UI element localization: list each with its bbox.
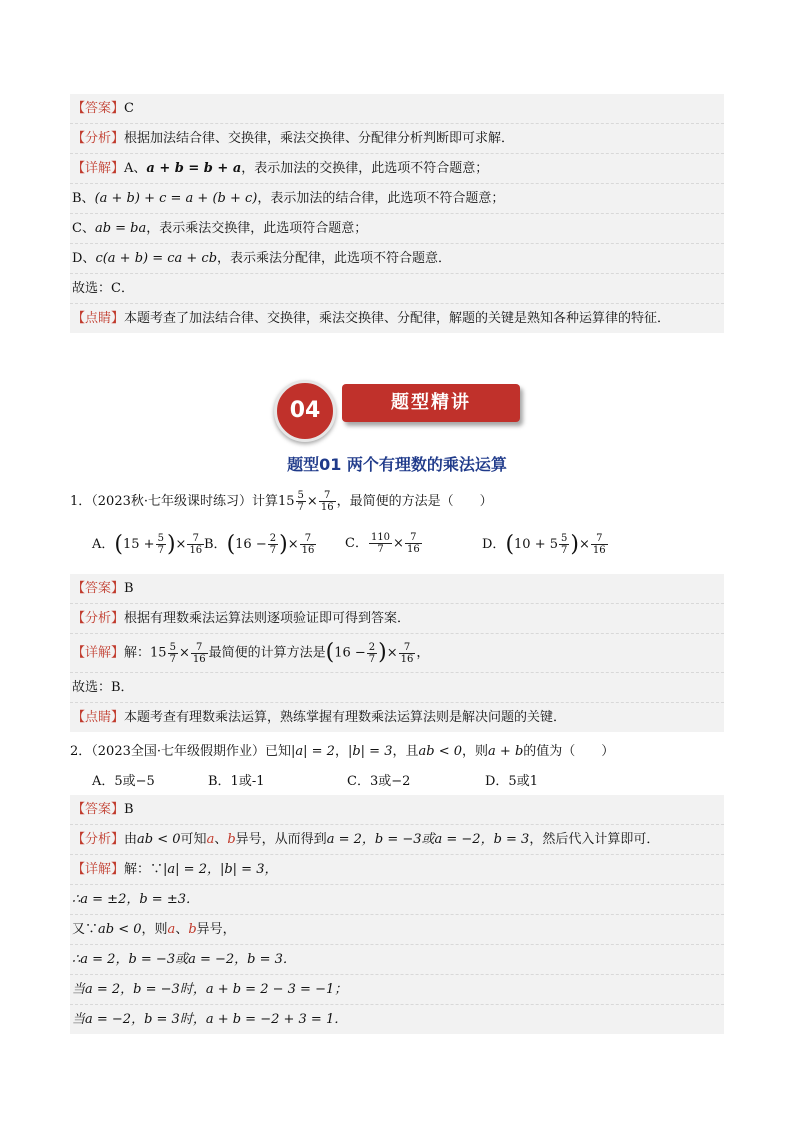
detail-line-5 [70,975,724,1005]
paren-close: ) [279,532,288,557]
option-b-expr: 16 − [235,537,267,552]
analysis-line [70,825,724,855]
detail-formula: |a| = 2，|b| = 3， [163,862,278,877]
detail-line-4 [70,945,724,975]
detail-text: 又∵ [72,922,99,937]
analysis-text: 由 [124,832,138,847]
analysis-text: 异号，从而得到 [235,832,327,847]
analysis-text: 根据有理数乘法运算法则逐项验证即可得到答案． [124,611,411,626]
option-d-fraction [559,533,569,556]
numerator: 7 [399,642,416,654]
detail-text: ，则 [141,922,168,937]
detail-c-text: ，表示乘法交换律，此选项符合题意； [146,221,368,236]
comment-line [70,304,724,333]
analysis-tag: 【分析】 [72,131,125,146]
detail-expr: 16 − [334,645,366,661]
numerator: 7 [191,642,208,654]
numerator: 2 [368,641,376,653]
detail-line-3 [70,915,724,945]
option-c-label: C、 [72,221,95,236]
answer-value: C [124,101,134,116]
detail-formula: ∴a = ±2，b = ±3． [72,892,199,907]
analysis-tag: 【分析】 [72,832,125,847]
numerator: 2 [269,533,277,544]
question-1-options [92,532,712,572]
answer-block-previous [70,94,724,333]
condition-a: |a| = 2 [291,744,335,759]
detail-text: 解：∵ [124,862,164,877]
detail-line: 【详解】解：15 $\frac{5}{7}$ × $\frac{7}{16}$ 最简便的计算方法是(16 − $\frac{2}{7}$ )× $\frac{7}{16}$ ， [70,634,724,673]
formula-b: (a + b) + c = a + (b + c) [94,191,258,206]
detail-formula: 当a = −2，b = 3时，a + b = −2 + 3 = 1． [72,1012,348,1027]
option-b-label: B． [204,537,227,552]
fraction-2-7 [367,642,377,665]
choice-line [70,673,724,703]
paren-open: ( [505,532,515,557]
detail-formula: ab < 0 [98,922,142,937]
numerator: 7 [591,533,608,545]
detail-line-c [70,214,724,244]
option-a-multiplier [187,533,204,556]
analysis-text: ，然后代入计算即可． [529,832,660,847]
detail-b-text: ，表示加法的结合律，此选项不符合题意； [257,191,505,206]
answer-line [70,94,724,124]
answer-tag: 【答案】 [72,101,125,116]
option-d: D．(10 + 5 $\frac{5}{7}$ )× $\frac{7}{16}$ [482,532,606,557]
q2-option-d: D．5或1 [485,774,538,789]
denominator: 16 [592,545,606,556]
option-b: B．(16 − $\frac{2}{7}$ )× $\frac{7}{16}$ [204,532,315,557]
denominator: 16 [320,502,334,513]
fraction-5-7 [296,490,306,513]
answer-line [70,574,724,604]
option-a-expr: 15 + [122,537,155,552]
detail-line-d [70,244,724,274]
denominator: 7 [377,544,384,555]
analysis-text: 根据加法结合律、交换律，乘法交换律、分配律分析判断即可求解． [124,131,515,146]
analysis-formula: ab < 0 [137,832,181,847]
option-d-multiplier [591,533,608,556]
answer-tag: 【答案】 [72,581,125,596]
paren-open: ( [114,532,123,557]
option-c-fraction [369,532,392,555]
option-d-expr: 10 + 5 [514,537,559,552]
comment-tag: 【点睛】 [72,311,125,326]
detail-tag: 【详解】 [72,161,125,176]
question-2-ending: 的值为（ ） [523,744,615,759]
detail-tag: 【详解】 [72,862,125,877]
mixed-whole: 15 [150,645,167,661]
numerator: 5 [169,641,176,653]
numerator: 7 [187,533,204,545]
option-b-multiplier [300,533,317,556]
fraction-7-16 [191,642,208,665]
option-c-multiplier [405,532,422,555]
detail-text: 异号， [196,922,236,937]
analysis-line [70,604,724,634]
paren-close: ) [378,640,387,665]
option-a-label: A、 [124,161,147,176]
answer-block-question-1 [70,574,724,732]
analysis-tag: 【分析】 [72,611,125,626]
detail-a-text: ，表示加法的交换律，此选项不符合题意； [241,161,489,176]
question-1-stem [70,490,493,513]
detail-line-6 [70,1005,724,1034]
denominator: 16 [192,653,206,665]
numerator: 5 [157,533,164,544]
denominator: 7 [269,545,277,556]
denominator: 7 [368,653,376,665]
comment-line [70,703,724,732]
option-a: A．(15 + $\frac{5}{7}$ )× $\frac{7}{16}$ [92,532,203,557]
answer-line [70,795,724,825]
analysis-formula: a = 2，b = −3或a = −2，b = 3 [326,832,530,847]
denominator: 7 [297,502,304,513]
denominator: 16 [189,545,203,556]
answer-value: B [124,802,134,817]
section-number-badge: 04 [274,380,336,442]
section-title: 题型01 两个有理数的乘法运算 [287,455,507,474]
option-a-label: A． [92,537,115,552]
option-c: C． $\frac{110}{7}$ × $\frac{7}{16}$ [345,532,420,555]
detail-formula: 当a = 2，b = −3时，a + b = 2 − 3 = −1； [72,982,348,997]
times-sign: × [306,494,318,509]
variable-a: a [167,922,176,937]
analysis-line [70,124,724,154]
q2-option-a: A．5或−5 [92,774,155,789]
formula-c: ab = ba [94,221,147,236]
connector: ，且 [392,744,419,759]
numerator: 5 [297,490,304,501]
separator: 、 [175,922,189,937]
question-2-stem: 2．（2023全国·七年级假期作业）已知|a| = 2，|b| = 3，且ab < 0，则a + b的值为（ ） [70,744,615,759]
question-2-source: 2．（2023全国·七年级假期作业）已知 [70,744,291,759]
separator: 、 [214,832,228,847]
detail-prefix: 解： [124,645,151,661]
answer-tag: 【答案】 [72,802,125,817]
numerator: 5 [561,533,568,544]
choice-line [70,274,724,304]
paren-close: ) [570,532,579,557]
variable-b: b [188,922,197,937]
detail-line [70,855,724,885]
fraction-7-16 [319,490,336,513]
paren-open: ( [325,640,335,665]
denominator: 7 [157,545,164,556]
denominator: 16 [406,544,420,555]
q2-option-b: B．1或-1 [208,774,265,789]
option-b-label: B、 [72,191,95,206]
answer-block-question-2 [70,795,724,1034]
section-banner: 题型精讲 [342,384,520,422]
formula-a: a + b = b + a [146,161,242,176]
comment-text: 本题考查有理数乘法运算，熟练掌握有理数乘法运算法则是解决问题的关键． [124,710,567,725]
choice-text: 故选：B． [72,680,134,695]
denominator: 16 [400,653,414,665]
detail-tag: 【详解】 [72,645,125,661]
target-expression: a + b [488,744,524,759]
condition-ab: ab < 0 [418,744,463,759]
fraction-5-7 [168,642,178,665]
option-c-label: C． [345,536,368,551]
denominator: 7 [561,545,568,556]
option-a-fraction [156,533,166,556]
option-b-fraction [268,533,278,556]
q2-option-c: C．3或−2 [347,774,411,789]
mixed-whole: 15 [278,494,295,509]
numerator: 7 [300,533,317,545]
variable-b: b [227,832,236,847]
detail-line-a [70,154,724,184]
denominator: 7 [169,653,176,665]
comment-text: 本题考查了加法结合律、交换律，乘法交换律、分配律，解题的关键是熟知各种运算律的特征． [124,311,671,326]
numerator: 7 [319,490,336,502]
formula-d: c(a + b) = ca + cb [95,251,218,266]
detail-d-text: ，表示乘法分配律，此选项不符合题意． [217,251,452,266]
detail-line-b [70,184,724,214]
detail-line-2 [70,885,724,915]
detail-text: 最简便的计算方法是 [208,645,326,661]
numerator: 7 [405,532,422,544]
paren-close: ) [166,532,176,557]
denominator: 16 [301,545,315,556]
option-d-label: D、 [72,251,96,266]
numerator: 110 [370,532,391,543]
connector: ，则 [462,744,489,759]
question-1-ending: ，最简便的方法是（ ） [336,494,493,509]
choice-text: 故选：C． [72,281,134,296]
question-2-options [92,770,712,790]
condition-b: |b| = 3 [347,744,393,759]
fraction-7-16 [399,642,416,665]
question-1-source: 1．（2023秋·七年级课时练习）计算 [70,494,278,509]
detail-formula: ∴a = 2，b = −3或a = −2，b = 3． [72,952,296,967]
answer-value: B [124,581,134,596]
paren-open: ( [226,532,236,557]
variable-a: a [206,832,215,847]
comment-tag: 【点睛】 [72,710,125,725]
option-d-label: D． [482,537,506,552]
analysis-text: 可知 [180,832,207,847]
